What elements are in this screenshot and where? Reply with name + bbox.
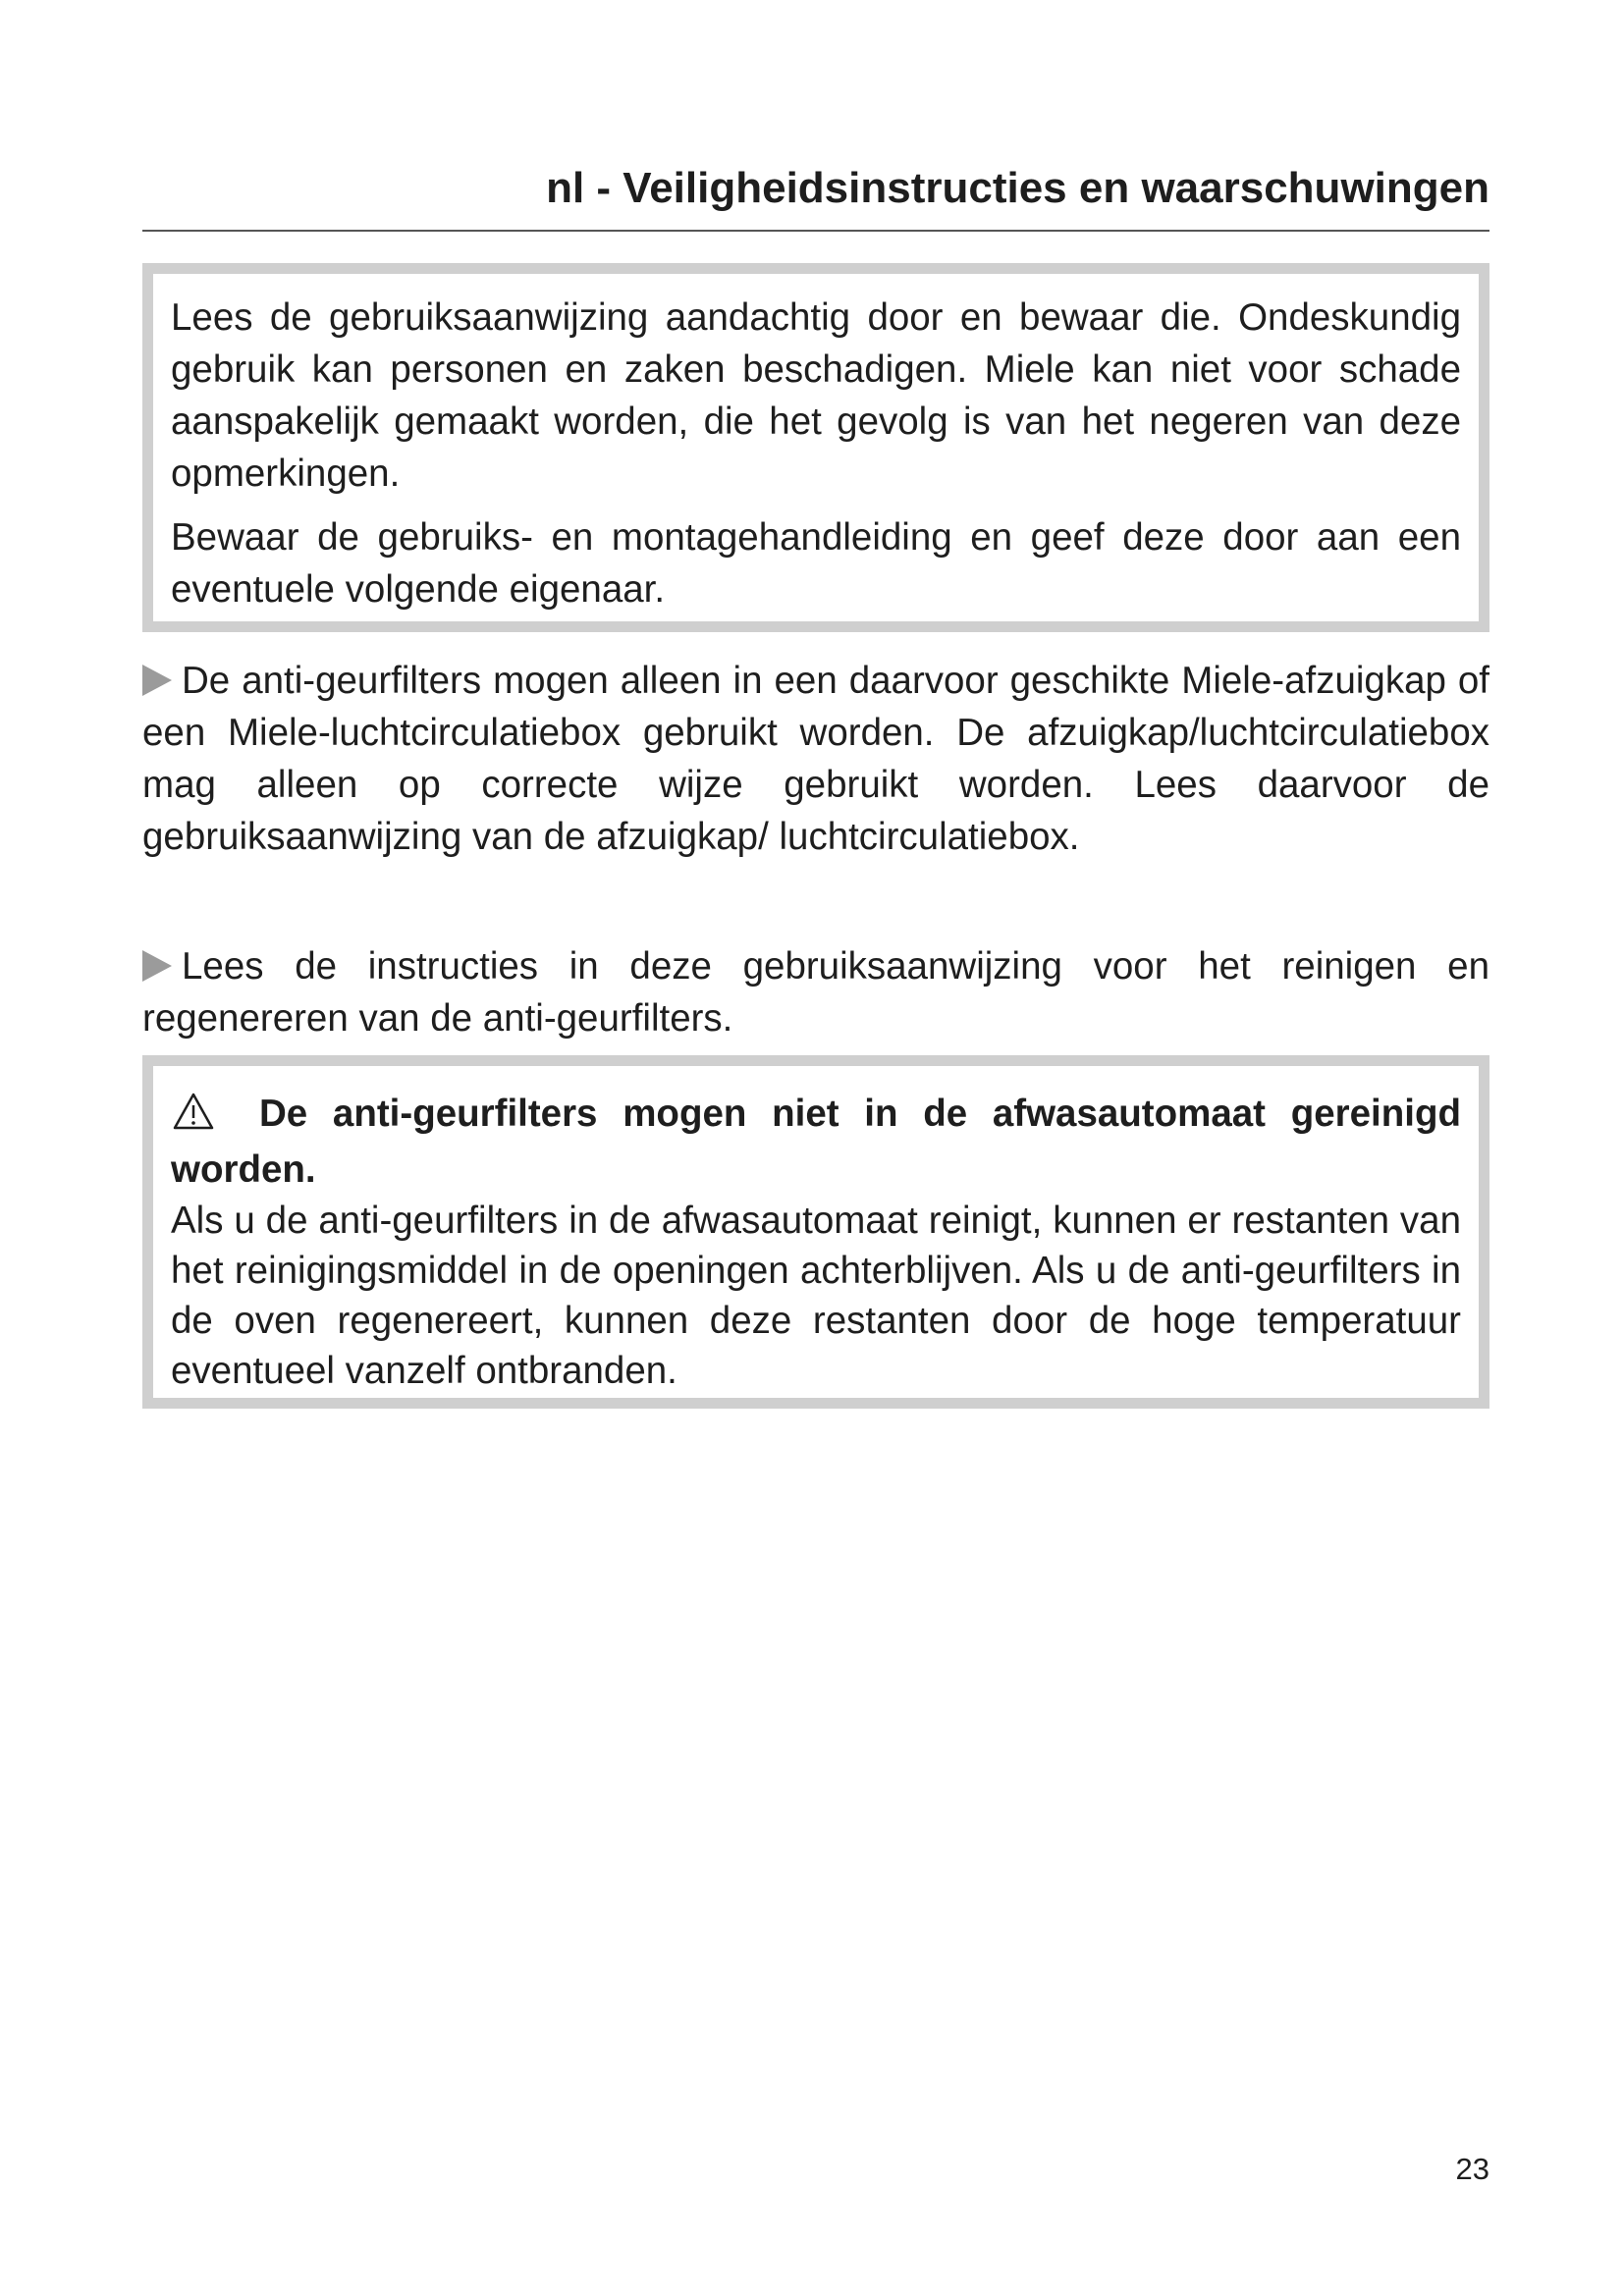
- arrow-bullet-icon: [142, 665, 172, 696]
- instruction-item-filter-use: [142, 655, 1489, 863]
- instruction-item-read-instructions: [142, 940, 1489, 1044]
- intro-paragraph-1: Lees de gebruiksaanwijzing aandachtig door en bewaar die. Ondeskundig gebruik kan personen en zaken beschadigen. Miele kan niet voor schade aanspakelijk gemaakt worden, die het gevolg is van het negeren van deze opmerkingen.: [171, 296, 1461, 495]
- warning-triangle-icon: [173, 1092, 214, 1144]
- warning-heading: De anti-geurfilters mogen niet in de afwasautomaat gereinigd worden.: [171, 1093, 1461, 1191]
- warning-box: [142, 1055, 1489, 1409]
- warning-body: Als u de anti-geurfilters in de afwasautomaat reinigt, kunnen er restanten van het reinigingsmiddel in de openingen achterblijven. Als u de anti-geurfilters in de oven regenereert, kunnen deze restanten door de hoge temperatuur eventueel vanzelf ontbranden.: [171, 1200, 1461, 1392]
- page-number: 23: [1455, 2152, 1489, 2186]
- intro-box: [142, 263, 1489, 632]
- arrow-bullet-icon: [142, 950, 172, 982]
- page-title: nl - Veiligheidsinstructies en waarschuwingen: [546, 164, 1489, 212]
- instruction-text: Lees de instructies in deze gebruiksaanwijzing voor het reinigen en regenereren van de anti-geurfilters.: [142, 945, 1489, 1040]
- instruction-text: De anti-geurfilters mogen alleen in een daarvoor geschikte Miele-afzuigkap of een Miele-luchtcirculatiebox gebruikt worden. De afzuigkap/luchtcirculatiebox mag alleen op correcte wijze gebruikt worden. Lees daarvoor de gebruiksaanwijzing van de afzuigkap/ luchtcirculatiebox.: [142, 660, 1489, 858]
- warning-heading-line: [171, 1088, 1461, 1196]
- header-divider: [142, 230, 1489, 232]
- intro-paragraph-2: Bewaar de gebruiks- en montagehandleiding en geef deze door aan een eventuele volgende eigenaar.: [171, 516, 1461, 611]
